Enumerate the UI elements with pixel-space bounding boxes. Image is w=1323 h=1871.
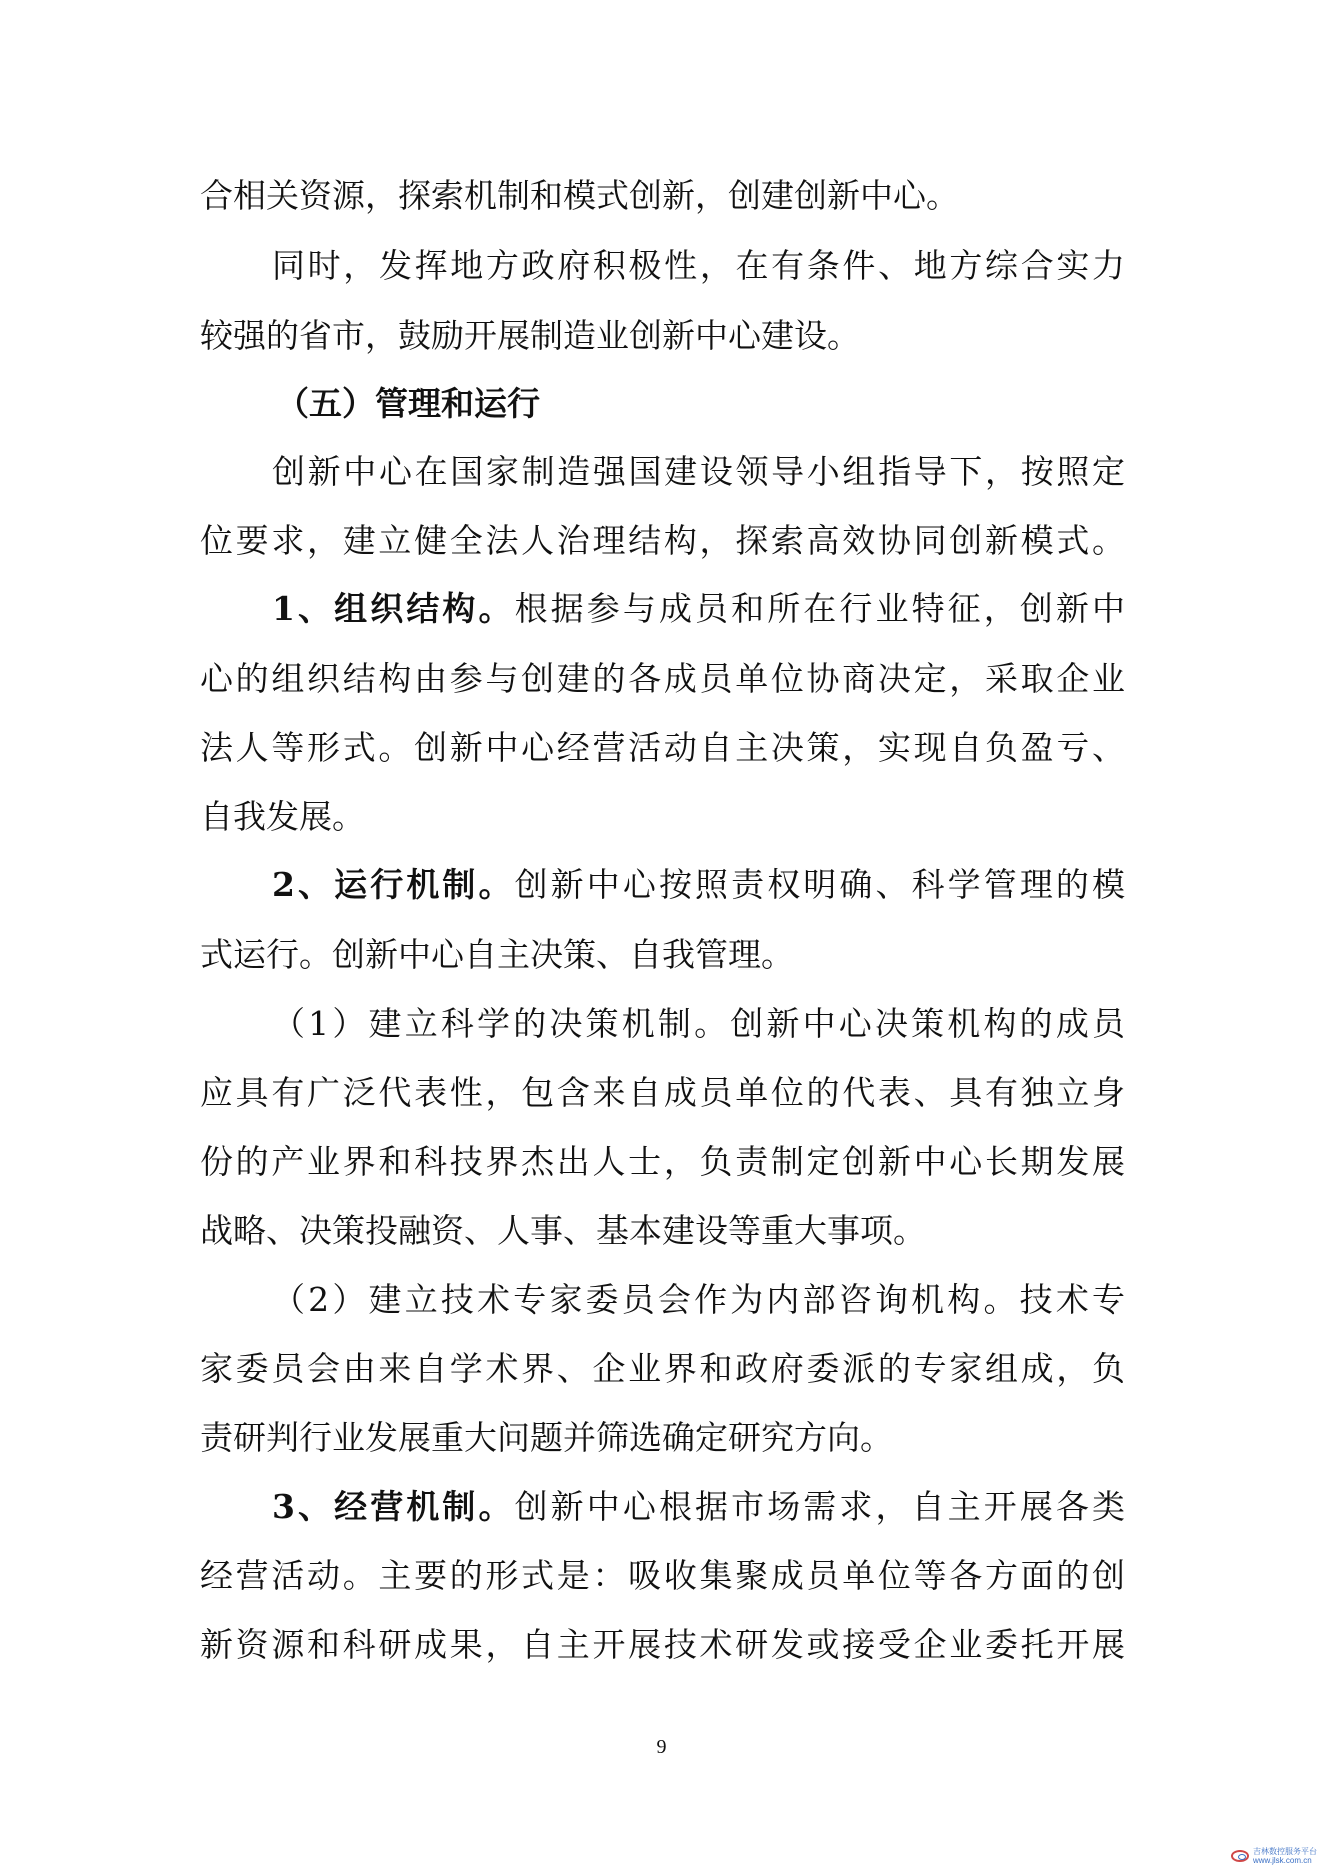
numbered-paragraph-line <box>272 865 1125 905</box>
numbered-heading: 2、运行机制。 <box>272 865 515 904</box>
numbered-paragraph-line <box>272 589 1125 629</box>
text-line: 创新中心在国家制造强国建设领导小组指导下，按照定 <box>272 452 1125 491</box>
line-text: 根据参与成员和所在行业特征，创新中 <box>514 589 1125 628</box>
text-line: 家委员会由来自学术界、企业界和政府委派的专家组成，负 <box>200 1349 1125 1388</box>
text-line: 责研判行业发展重大问题并筛选确定研究方向。 <box>200 1418 893 1457</box>
watermark-text <box>1253 1847 1317 1865</box>
text-line: 份的产业界和科技界杰出人士，负责制定创新中心长期发展 <box>200 1142 1125 1181</box>
watermark-logo <box>1231 1847 1317 1865</box>
text-line: 应具有广泛代表性，包含来自成员单位的代表、具有独立身 <box>200 1073 1125 1112</box>
line-text: 创新中心按照责权明确、科学管理的模 <box>514 865 1125 904</box>
section-heading: （五）管理和运行 <box>276 384 540 423</box>
text-line: 经营活动。主要的形式是：吸收集聚成员单位等各方面的创 <box>200 1556 1125 1595</box>
text-line: 战略、决策投融资、人事、基本建设等重大事项。 <box>200 1211 926 1250</box>
text-line: 合相关资源，探索机制和模式创新，创建创新中心。 <box>200 176 959 215</box>
text-line: 心的组织结构由参与创建的各成员单位协商决定，采取企业 <box>200 659 1125 698</box>
numbered-paragraph-line <box>272 1487 1125 1527</box>
text-line: 位要求，建立健全法人治理结构，探索高效协同创新模式。 <box>200 521 1125 560</box>
watermark-line-2: www.jlsk.com.cn <box>1253 1856 1312 1865</box>
watermark-logo-icon <box>1231 1850 1249 1862</box>
page-number: 9 <box>656 1736 667 1758</box>
text-line: 较强的省市，鼓励开展制造业创新中心建设。 <box>200 316 860 355</box>
text-line: 式运行。创新中心自主决策、自我管理。 <box>200 935 794 974</box>
line-text: 创新中心根据市场需求，自主开展各类 <box>514 1487 1125 1526</box>
text-line: 法人等形式。创新中心经营活动自主决策，实现自负盈亏、 <box>200 728 1125 767</box>
text-line: （1）建立科学的决策机制。创新中心决策机构的成员 <box>272 1004 1125 1043</box>
text-line: 新资源和科研成果，自主开展技术研发或接受企业委托开展 <box>200 1625 1125 1664</box>
watermark-line-1: 吉林数控服务平台 <box>1253 1847 1317 1856</box>
text-line: 同时，发挥地方政府积极性，在有条件、地方综合实力 <box>272 246 1125 285</box>
text-line: 自我发展。 <box>200 797 365 836</box>
numbered-heading: 3、经营机制。 <box>272 1487 515 1526</box>
text-line: （2）建立技术专家委员会作为内部咨询机构。技术专 <box>272 1280 1125 1319</box>
numbered-heading: 1、组织结构。 <box>272 589 515 628</box>
